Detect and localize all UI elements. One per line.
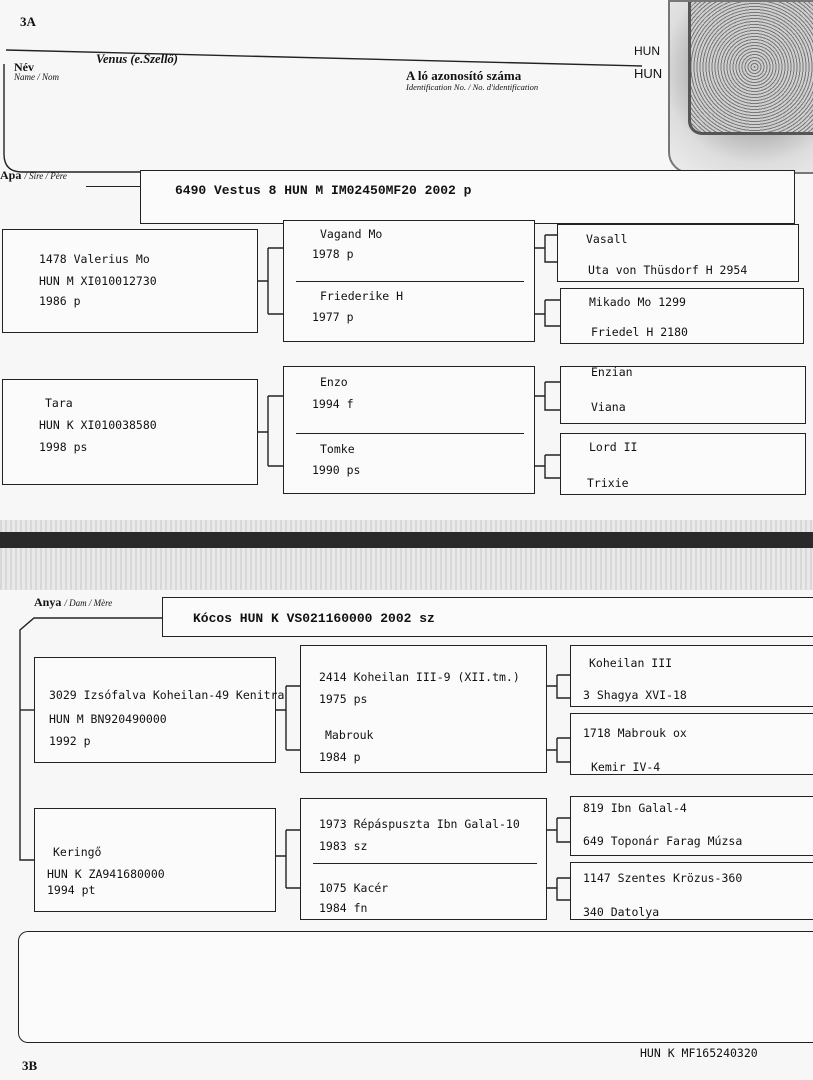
- id-label: A ló azonosító száma: [406, 68, 522, 83]
- dam-gp-2-bottom-year: 1984 fn: [319, 901, 368, 915]
- sire-parent-2-year: 1998 ps: [39, 440, 88, 454]
- horse-name: Venus (e.Szellő): [96, 52, 178, 66]
- sire-gp-2-bottom-year: 1990 ps: [312, 463, 361, 477]
- country-code-2: HUN: [634, 66, 663, 81]
- dam-ggp-4-a: 1147 Szentes Krözus-360: [583, 871, 743, 885]
- sire-label-main: Apa: [0, 168, 22, 182]
- page-label-bottom: 3B: [22, 1058, 38, 1073]
- sire-gp-2-bottom-name: Tomke: [320, 442, 355, 456]
- dam-ggp-3-a: 819 Ibn Galal-4: [583, 801, 687, 815]
- sire-gp-2-top-name: Enzo: [320, 375, 348, 389]
- dam-connectors: [0, 590, 813, 930]
- sire-label-sub: / Sire / Père: [24, 171, 67, 181]
- scan-gap-background: [0, 520, 813, 590]
- page-label-top: 3A: [20, 14, 36, 29]
- dam-parent-2-id: HUN K ZA941680000: [47, 867, 165, 881]
- sire-ggp-3-b: Viana: [591, 400, 626, 414]
- dam-ggp-2-a: 1718 Mabrouk ox: [583, 726, 687, 740]
- sire-gp-1-bottom-name: Friederike H: [320, 289, 404, 303]
- name-label: Név: [14, 60, 34, 74]
- country-code-1: HUN: [634, 44, 660, 58]
- dam-gp-1-top-year: 1975 ps: [319, 692, 368, 706]
- sire-ggp-4-a: Lord II: [589, 440, 638, 454]
- dam-ggp-1-b: 3 Shagya XVI-18: [583, 688, 687, 702]
- dam-ggp-4-b: 340 Datolya: [583, 905, 660, 919]
- dam-gp-1-bottom-year: 1984 p: [319, 750, 361, 764]
- dam-label-main: Anya: [34, 595, 62, 609]
- sire-ggp-1-a: Vasall: [586, 232, 628, 246]
- sire-parent-1-name: 1478 Valerius Mo: [39, 252, 150, 266]
- sire-ggp-2-b: Friedel H 2180: [591, 325, 688, 339]
- dam-ggp-3-b: 649 Toponár Farag Múzsa: [583, 834, 743, 848]
- id-label-sub: Identification No. / No. d'identification: [406, 82, 539, 92]
- dam-label-sub: / Dam / Mère: [64, 598, 113, 608]
- sire-ggp-4-b: Trixie: [587, 476, 629, 490]
- dam-parent-2-year: 1994 pt: [47, 883, 96, 897]
- sire-parent-1-id: HUN M XI010012730: [39, 274, 157, 288]
- sire-parent-2-id: HUN K XI010038580: [39, 418, 157, 432]
- sire-main-text: 6490 Vestus 8 HUN M IM02450MF20 2002 p: [175, 183, 472, 198]
- dam-gp-1-top-name: 2414 Koheilan III-9 (XII.tm.): [319, 670, 520, 684]
- sire-ggp-1-b: Uta von Thüsdorf H 2954: [588, 263, 748, 277]
- dam-main-text: Kócos HUN K VS021160000 2002 sz: [193, 611, 435, 626]
- sire-gp-2-top-year: 1994 f: [312, 397, 354, 411]
- sire-parent-2-name: Tara: [45, 396, 73, 410]
- dam-parent-2-name: Keringő: [53, 845, 102, 859]
- sire-gp-1-top-year: 1978 p: [312, 247, 354, 261]
- dam-gp-2-top-year: 1983 sz: [319, 839, 368, 853]
- dam-gp-2-top-name: 1973 Répáspuszta Ibn Galal-10: [319, 817, 520, 831]
- sire-gp-1-bottom-year: 1977 p: [312, 310, 354, 324]
- dam-gp-2-bottom-name: 1075 Kacér: [319, 881, 389, 895]
- dam-ggp-1-a: Koheilan III: [589, 656, 673, 670]
- dam-parent-1-name: 3029 Izsófalva Koheilan-49 Kenitra: [49, 688, 285, 702]
- scan-divider-band: [0, 532, 813, 548]
- dam-ggp-2-b: Kemir IV-4: [591, 760, 661, 774]
- dam-parent-1-id: HUN M BN920490000: [49, 712, 167, 726]
- footer-id: HUN K MF165240320: [640, 1046, 758, 1060]
- dam-parent-1-year: 1992 p: [49, 734, 91, 748]
- sire-ggp-2-a: Mikado Mo 1299: [589, 295, 686, 309]
- sire-parent-1-year: 1986 p: [39, 294, 81, 308]
- name-label-sub: Name / Nom: [14, 72, 59, 82]
- dam-gp-1-bottom-name: Mabrouk: [325, 728, 374, 742]
- sire-connectors: [0, 0, 813, 520]
- sire-ggp-3-a: Enzian: [591, 365, 633, 379]
- notes-box: [18, 931, 813, 1043]
- sire-gp-1-top-name: Vagand Mo: [320, 227, 383, 241]
